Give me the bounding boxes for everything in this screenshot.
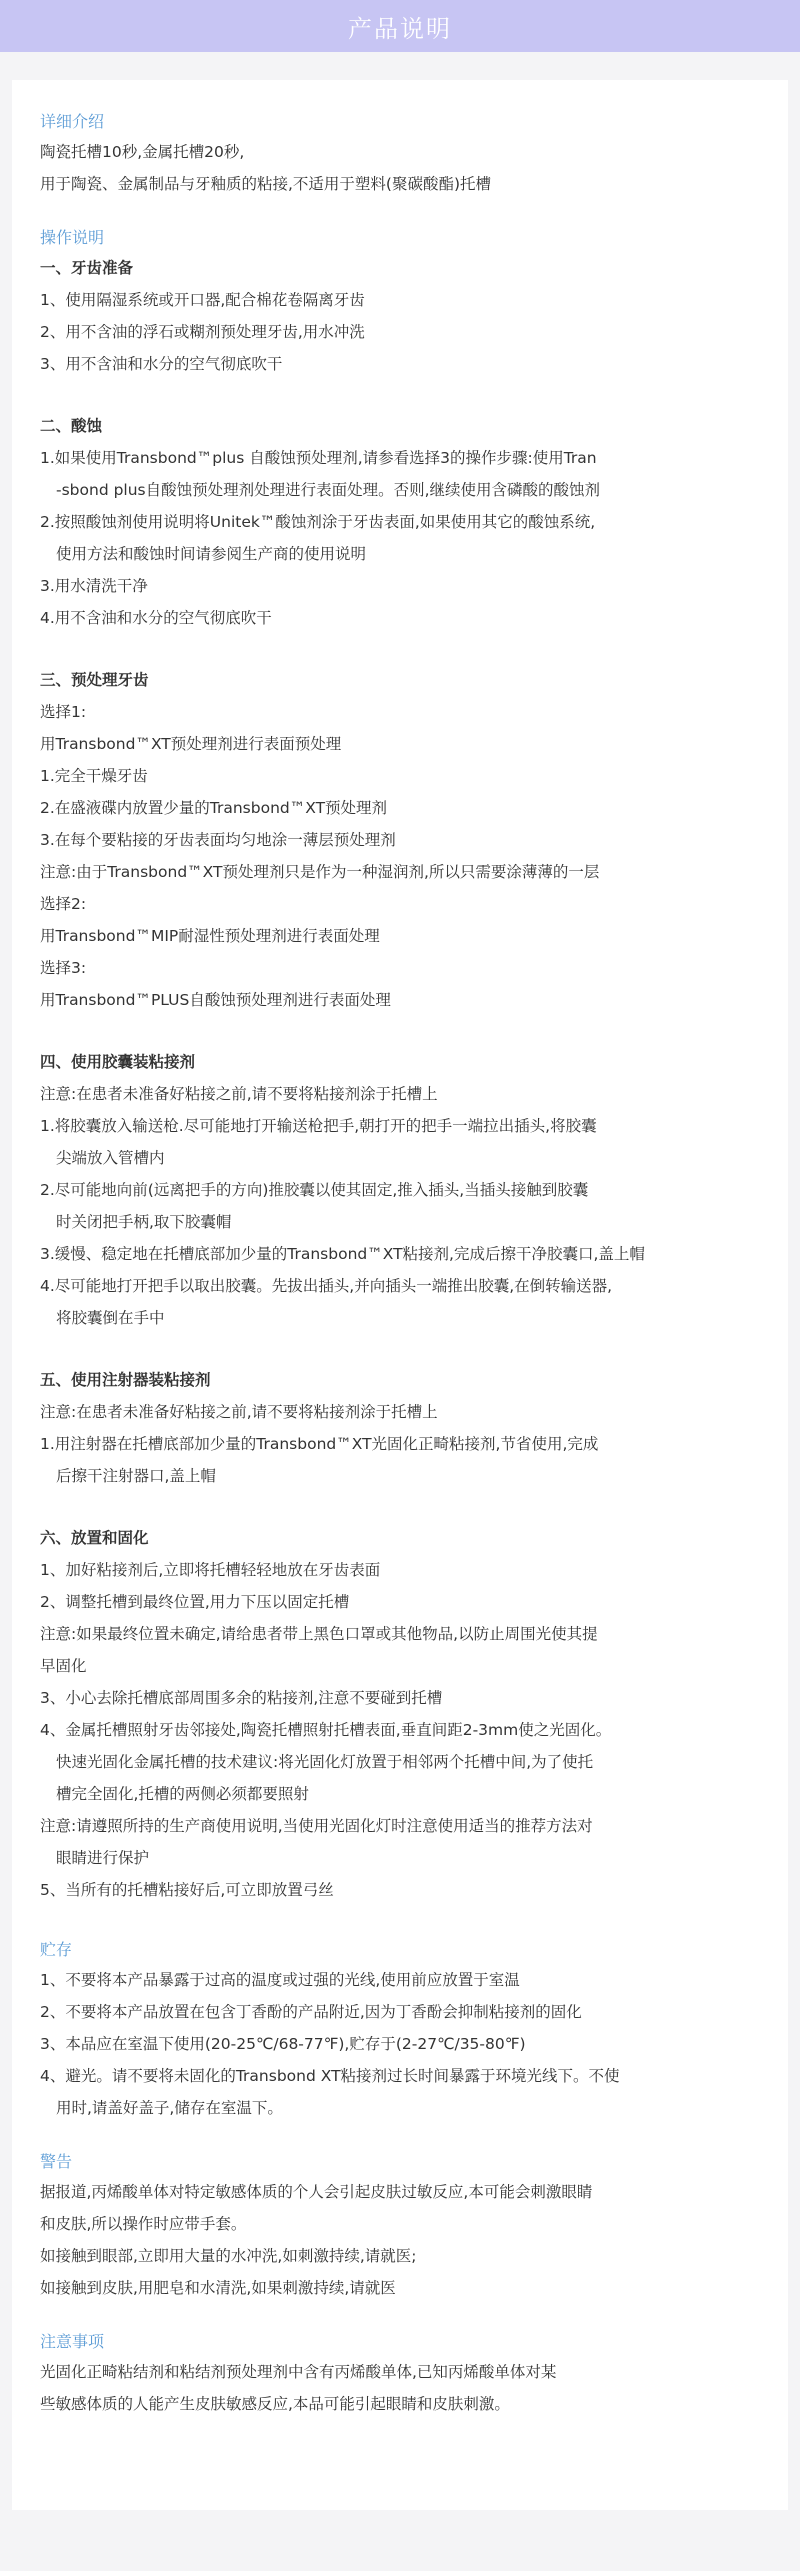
group-heading: 二、酸蚀 xyxy=(40,417,103,435)
text-line: 4、避光。请不要将未固化的Transbond XT粘接剂过长时间暴露于环境光线下。不使 xyxy=(40,2067,620,2085)
text-line: 选择3: xyxy=(40,959,87,977)
text-line: 1、使用隔湿系统或开口器,配合棉花卷隔离牙齿 xyxy=(40,291,365,309)
text-line: 使用方法和酸蚀时间请参阅生产商的使用说明 xyxy=(56,545,367,563)
text-line: 注意:请遵照所持的生产商使用说明,当使用光固化灯时注意使用适当的推荐方法对 xyxy=(40,1817,593,1835)
group-heading: 一、牙齿准备 xyxy=(40,259,134,277)
warning-section xyxy=(40,2148,760,2304)
intro-section xyxy=(40,108,760,200)
section-title: 警告 xyxy=(40,2152,73,2171)
text-line: 据报道,丙烯酸单体对特定敏感体质的个人会引起皮肤过敏反应,本可能会刺激眼睛 xyxy=(40,2183,593,2201)
text-line: 1.如果使用Transbond™plus 自酸蚀预处理剂,请参看选择3的操作步骤:使用Tran xyxy=(40,449,597,467)
text-line: 眼睛进行保护 xyxy=(56,1849,150,1867)
text-line: 光固化正畸粘结剂和粘结剂预处理剂中含有丙烯酸单体,已知丙烯酸单体对某 xyxy=(40,2363,557,2381)
ops-group xyxy=(40,1522,760,1906)
text-line: 用Transbond™MIP耐湿性预处理剂进行表面处理 xyxy=(40,927,380,945)
group-heading: 三、预处理牙齿 xyxy=(40,671,149,689)
text-line: 注意:在患者未准备好粘接之前,请不要将粘接剂涂于托槽上 xyxy=(40,1403,438,1421)
text-line: 3、小心去除托槽底部周围多余的粘接剂,注意不要碰到托槽 xyxy=(40,1689,443,1707)
text-line: 用时,请盖好盖子,储存在室温下。 xyxy=(56,2099,283,2117)
page-header xyxy=(0,0,800,52)
text-line: 5、当所有的托槽粘接好后,可立即放置弓丝 xyxy=(40,1881,334,1899)
text-line: 用Transbond™PLUS自酸蚀预处理剂进行表面处理 xyxy=(40,991,391,1009)
text-line: 2.在盛液碟内放置少量的Transbond™XT预处理剂 xyxy=(40,799,388,817)
ops-group xyxy=(40,1364,760,1492)
notes-section xyxy=(40,2328,760,2420)
text-line: 3.缓慢、稳定地在托槽底部加少量的Transbond™XT粘接剂,完成后擦干净胶囊口,盖上帽 xyxy=(40,1245,645,1263)
text-line: 1.将胶囊放入输送枪.尽可能地打开输送枪把手,朝打开的把手一端拉出插头,将胶囊 xyxy=(40,1117,597,1135)
text-line: 2.按照酸蚀剂使用说明将Unitek™酸蚀剂涂于牙齿表面,如果使用其它的酸蚀系统, xyxy=(40,513,596,531)
text-line: 3.用水清洗干净 xyxy=(40,577,148,595)
text-line: 2.尽可能地向前(远离把手的方向)推胶囊以使其固定,推入插头,当插头接触到胶囊 xyxy=(40,1181,589,1199)
text-line: 将胶囊倒在手中 xyxy=(56,1309,165,1327)
ops-group xyxy=(40,410,760,634)
text-line: 1.用注射器在托槽底部加少量的Transbond™XT光固化正畸粘接剂,节省使用,完成 xyxy=(40,1435,599,1453)
text-line: 1、不要将本产品暴露于过高的温度或过强的光线,使用前应放置于室温 xyxy=(40,1971,520,1989)
ops-group xyxy=(40,1046,760,1334)
ops-group xyxy=(40,252,760,380)
text-line: 2、调整托槽到最终位置,用力下压以固定托槽 xyxy=(40,1593,350,1611)
text-line: 3、用不含油和水分的空气彻底吹干 xyxy=(40,355,283,373)
section-title: 详细介绍 xyxy=(40,112,105,131)
text-line: 用于陶瓷、金属制品与牙釉质的粘接,不适用于塑料(聚碳酸酯)托槽 xyxy=(40,175,492,193)
text-line: 4、金属托槽照射牙齿邻接处,陶瓷托槽照射托槽表面,垂直间距2-3mm使之光固化。 xyxy=(40,1721,612,1739)
text-line: 3.在每个要粘接的牙齿表面均匀地涂一薄层预处理剂 xyxy=(40,831,396,849)
group-heading: 五、使用注射器装粘接剂 xyxy=(40,1371,211,1389)
text-line: 些敏感体质的人能产生皮肤敏感反应,本品可能引起眼睛和皮肤刺激。 xyxy=(40,2395,510,2413)
storage-section xyxy=(40,1936,760,2124)
group-heading: 六、放置和固化 xyxy=(40,1529,149,1547)
content-card xyxy=(12,80,788,2510)
text-line: 1.完全干燥牙齿 xyxy=(40,767,148,785)
text-line: 选择1: xyxy=(40,703,87,721)
text-line: 选择2: xyxy=(40,895,87,913)
text-line: 3、本品应在室温下使用(20-25℃/68-77℉),贮存于(2-27℃/35-80℉) xyxy=(40,2035,526,2053)
text-line: 槽完全固化,托槽的两侧必须都要照射 xyxy=(56,1785,309,1803)
section-title: 贮存 xyxy=(40,1940,73,1959)
text-line: 后擦干注射器口,盖上帽 xyxy=(56,1467,216,1485)
text-line: 4.用不含油和水分的空气彻底吹干 xyxy=(40,609,272,627)
text-line: 2、不要将本产品放置在包含丁香酚的产品附近,因为丁香酚会抑制粘接剂的固化 xyxy=(40,2003,582,2021)
ops-section xyxy=(40,224,760,1906)
text-line: 快速光固化金属托槽的技术建议:将光固化灯放置于相邻两个托槽中间,为了使托 xyxy=(56,1753,594,1771)
text-line: 如接触到皮肤,用肥皂和水清洗,如果刺激持续,请就医 xyxy=(40,2279,396,2297)
page-title: 产品说明 xyxy=(348,14,452,43)
text-line: 注意:由于Transbond™XT预处理剂只是作为一种湿润剂,所以只需要涂薄薄的一层 xyxy=(40,863,600,881)
text-line: 陶瓷托槽10秒,金属托槽20秒, xyxy=(40,143,245,161)
ops-group xyxy=(40,664,760,1016)
text-line: 用Transbond™XT预处理剂进行表面预处理 xyxy=(40,735,342,753)
text-line: 如接触到眼部,立即用大量的水冲洗,如刺激持续,请就医; xyxy=(40,2247,417,2265)
section-title: 操作说明 xyxy=(40,228,105,247)
text-line: 注意:如果最终位置未确定,请给患者带上黑色口罩或其他物品,以防止周围光使其提 xyxy=(40,1625,598,1643)
text-line: 4.尽可能地打开把手以取出胶囊。先拔出插头,并向插头一端推出胶囊,在倒转输送器, xyxy=(40,1277,613,1295)
group-heading: 四、使用胶囊装粘接剂 xyxy=(40,1053,196,1071)
text-line: 时关闭把手柄,取下胶囊帽 xyxy=(56,1213,232,1231)
text-line: -sbond plus自酸蚀预处理剂处理进行表面处理。否则,继续使用含磷酸的酸蚀剂 xyxy=(56,481,601,499)
text-line: 早固化 xyxy=(40,1657,87,1675)
text-line: 2、用不含油的浮石或糊剂预处理牙齿,用水冲洗 xyxy=(40,323,365,341)
text-line: 1、加好粘接剂后,立即将托槽轻轻地放在牙齿表面 xyxy=(40,1561,381,1579)
section-title: 注意事项 xyxy=(40,2332,105,2351)
text-line: 和皮肤,所以操作时应带手套。 xyxy=(40,2215,247,2233)
text-line: 尖端放入管槽内 xyxy=(56,1149,165,1167)
text-line: 注意:在患者未准备好粘接之前,请不要将粘接剂涂于托槽上 xyxy=(40,1085,438,1103)
